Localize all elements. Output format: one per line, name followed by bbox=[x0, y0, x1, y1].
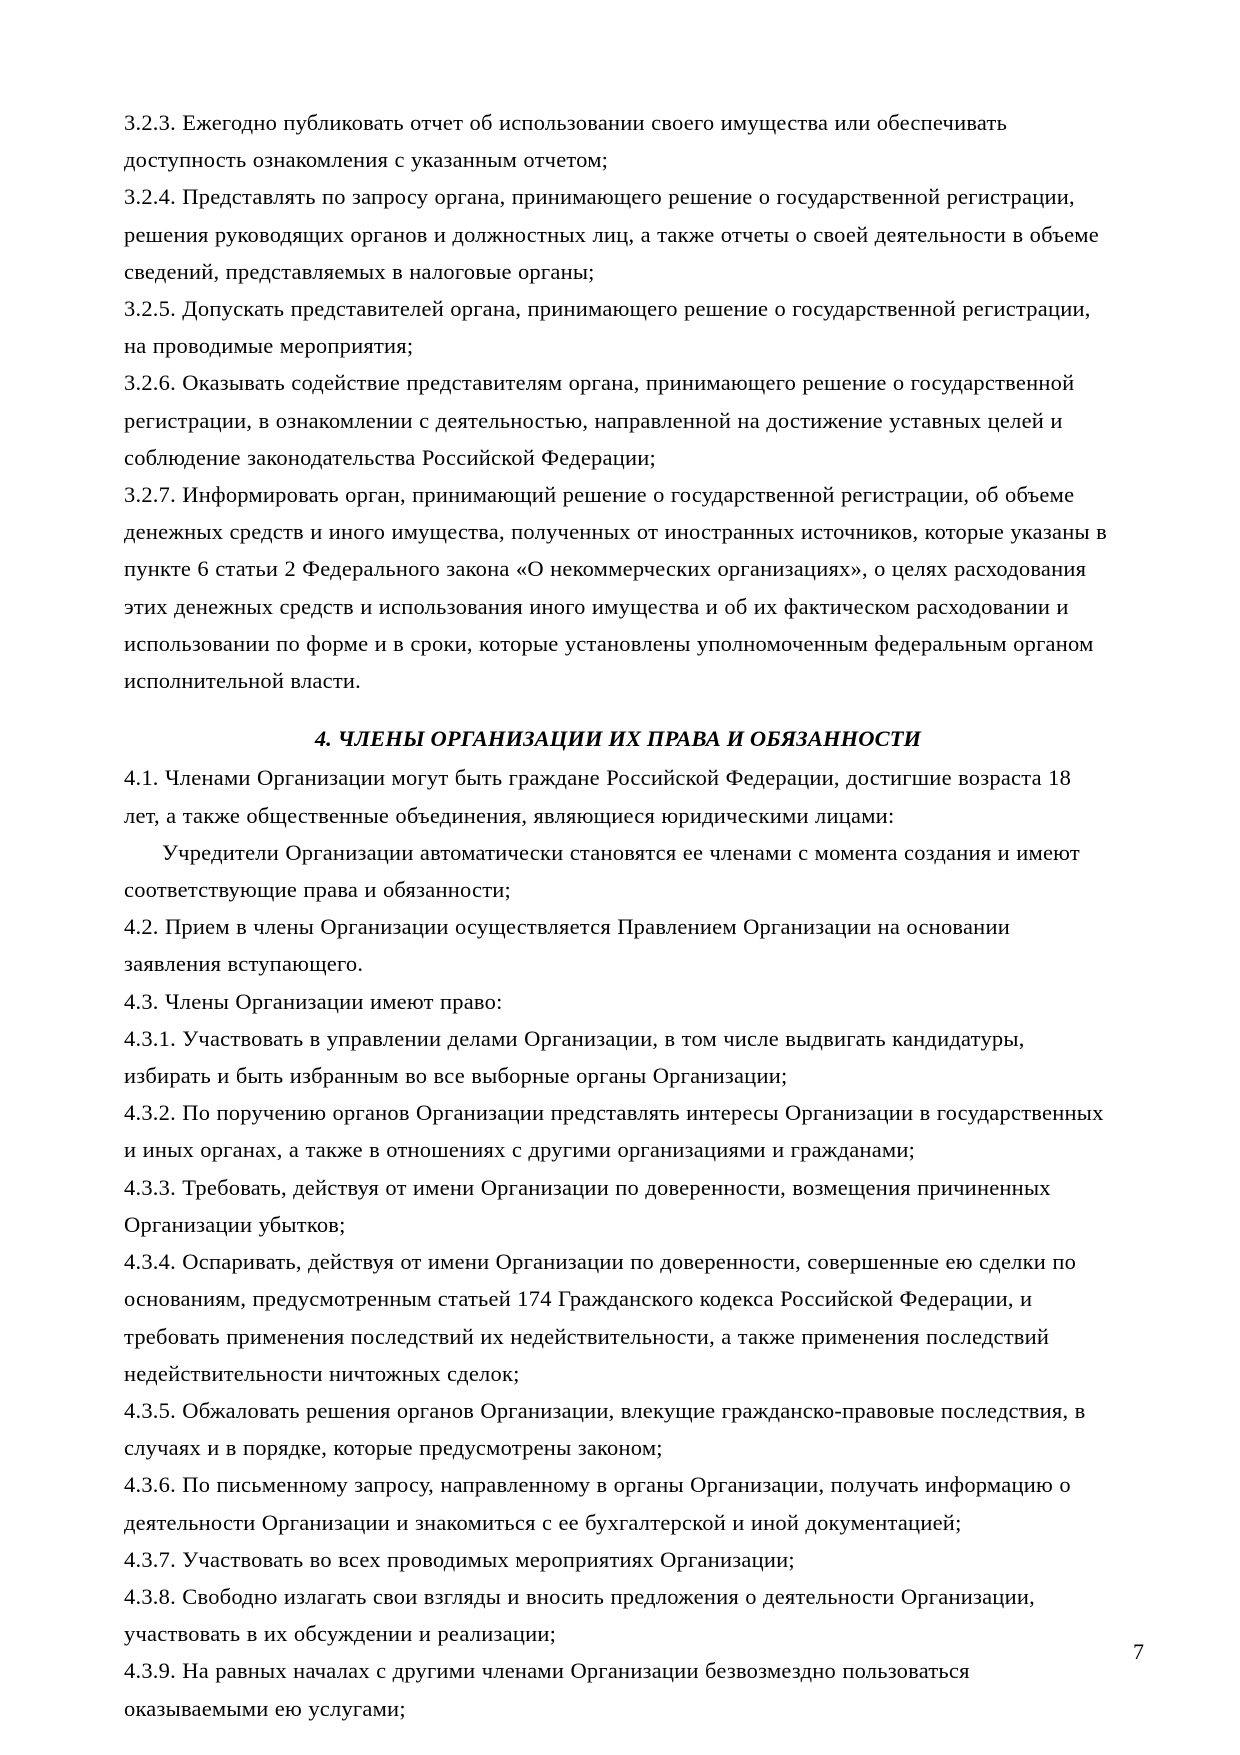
clause-4-3-3: 4.3.3. Требовать, действуя от имени Организации по доверенности, возмещения причиненных Организации убытков; bbox=[124, 1174, 1051, 1237]
clause-4-3-6: 4.3.6. По письменному запросу, направленному в органы Организации, получать информацию о деятельности Организации и знакомиться с ее бухгалтерской и иной документацией; bbox=[124, 1472, 1071, 1535]
clause-3-2-3: 3.2.3. Ежегодно публиковать отчет об использовании своего имущества или обеспечивать доступность ознакомления с указанным отчетом; bbox=[124, 110, 1008, 173]
clause-4-3: 4.3. Члены Организации имеют право: bbox=[124, 988, 503, 1014]
clause-4-3-5: 4.3.5. Обжаловать решения органов Организации, влекущие гражданско-правовые последствия, в случаях и в порядке, которые предусмотрены законом; bbox=[124, 1397, 1086, 1461]
clause-3-2-6: 3.2.6. Оказывать содействие представителям органа, принимающего решение о государственной регистрации, в ознакомлении с деятельностью, направленной на достижение уставных целей и соблюдение законодательства Российской Федерации; bbox=[124, 370, 1075, 470]
clause-4-3-4: 4.3.4. Оспаривать, действуя от имени Организации по доверенности, совершенные ею сделки по основаниям, предусмотренным статьей 174 Гражданского кодекса Российской Федерации, и требовать применения последствий их недействительности, а также применения последствий недействительности ничтожных сделок; bbox=[124, 1249, 1077, 1386]
clause-3-2-5: 3.2.5. Допускать представителей органа, принимающего решение о государственной регистрации, на проводимые мероприятия; bbox=[124, 296, 1091, 359]
clause-4-3-7: 4.3.7. Участвовать во всех проводимых мероприятиях Организации; bbox=[124, 1546, 795, 1572]
section-heading-4: 4. ЧЛЕНЫ ОРГАНИЗАЦИИ ИХ ПРАВА И ОБЯЗАННОСТИ bbox=[314, 726, 922, 752]
clause-3-2-4: 3.2.4. Представлять по запросу органа, принимающего решение о государственной регистрации, решения руководящих органов и должностных лиц, а также отчеты о своей деятельности в объеме сведений, представляемых в налоговые органы; bbox=[124, 184, 1099, 284]
page-number: 7 bbox=[1133, 1639, 1144, 1664]
clause-3-2-7: 3.2.7. Информировать орган, принимающий решение о государственной регистрации, об объеме денежных средств и иного имущества, полученных от иностранных источников, которые указаны в пункте 6 статьи 2 Федерального закона «О некоммерческих организациях», о целях расходования этих денежных средств и использования иного имущества и об их фактическом расходовании и использовании по форме и в сроки, которые установлены уполномоченным федеральным органом исполнительной власти. bbox=[124, 482, 1107, 694]
clause-4-3-8: 4.3.8. Свободно излагать свои взгляды и вносить предложения о деятельности Организации, участвовать в их обсуждении и реализации; bbox=[124, 1583, 1035, 1647]
clause-4-3-2: 4.3.2. По поручению органов Организации представлять интересы Организации в государственных и иных органах, а также в отношениях с другими организациями и гражданами; bbox=[124, 1100, 1104, 1163]
clause-4-1: 4.1. Членами Организации могут быть граждане Российской Федерации, достигшие возраста 18 лет, а также общественные объединения, являющиеся юридическими лицами: bbox=[124, 765, 1072, 828]
clause-4-2: 4.2. Прием в члены Организации осуществляется Правлением Организации на основании заявления вступающего. bbox=[124, 914, 1010, 977]
clause-4-1-founders: Учредители Организации автоматически становятся ее членами с момента создания и имеют соответствующие права и обязанности; bbox=[124, 839, 1080, 903]
document-body bbox=[124, 104, 1112, 1727]
clause-4-3-9: 4.3.9. На равных началах с другими членами Организации безвозмездно пользоваться оказываемыми ею услугами; bbox=[124, 1658, 970, 1721]
clause-4-3-1: 4.3.1. Участвовать в управлении делами Организации, в том числе выдвигать кандидатуры, избирать и быть избранным во все выборные органы Организации; bbox=[124, 1025, 1025, 1089]
